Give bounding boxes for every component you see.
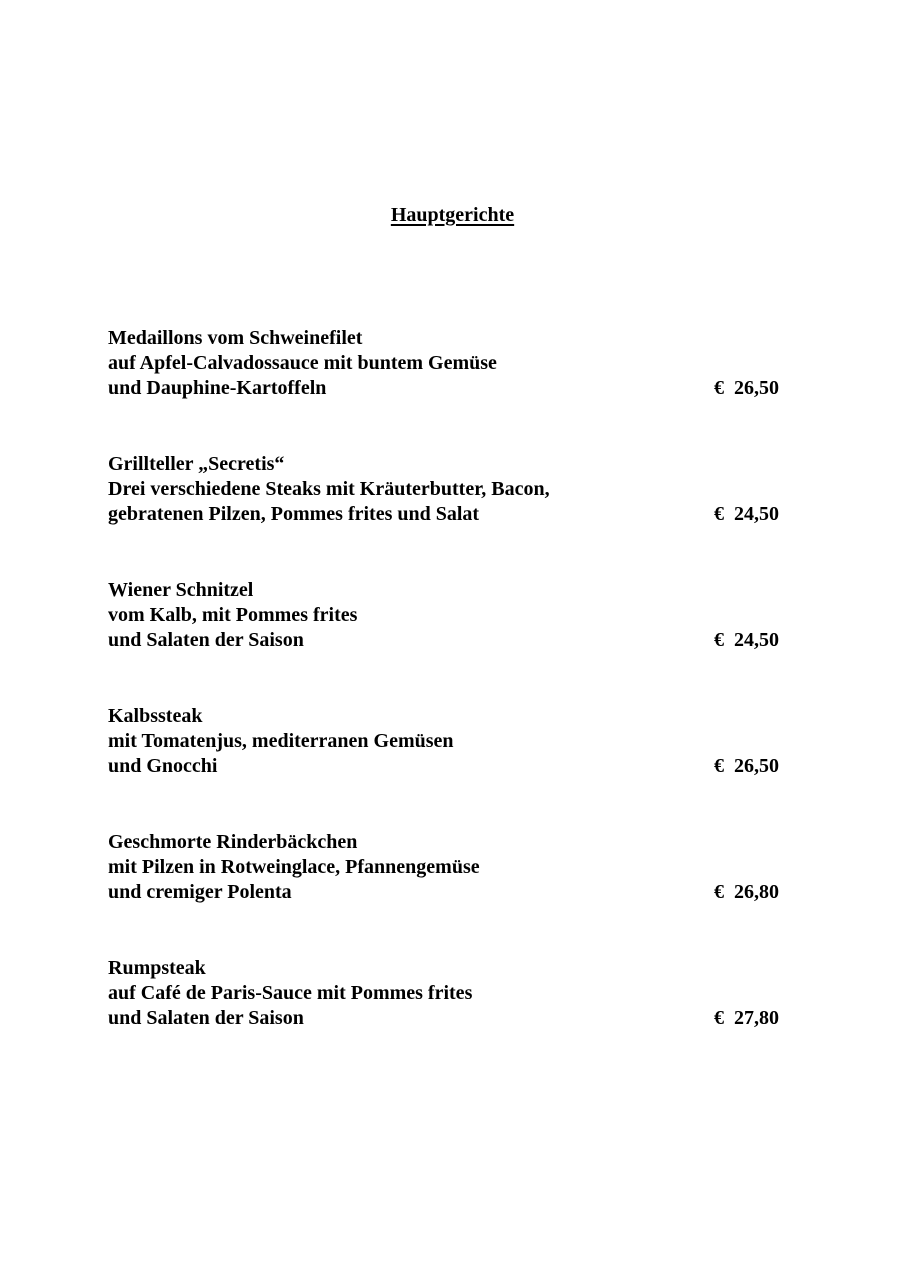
price-value: 26,50 (734, 755, 779, 777)
menu-item (108, 956, 788, 1082)
menu-item (108, 326, 788, 452)
menu-item-name: Rumpsteak (108, 957, 206, 979)
menu-item-description: und Gnocchi (108, 755, 218, 777)
menu-item-description: Drei verschiedene Steaks mit Kräuterbutter, Bacon, (108, 478, 550, 500)
menu-item (108, 578, 788, 704)
menu-item-description: und Dauphine-Kartoffeln (108, 377, 327, 399)
menu-item-text (108, 452, 788, 527)
currency-symbol: € (714, 503, 724, 525)
menu-item-description: auf Apfel-Calvadossauce mit buntem Gemüse (108, 352, 497, 374)
menu-item-text (108, 956, 788, 1031)
menu-item-price (714, 880, 779, 905)
menu-item-description: und Salaten der Saison (108, 1007, 304, 1029)
price-value: 24,50 (734, 503, 779, 525)
menu-item-description: mit Tomatenjus, mediterranen Gemüsen (108, 730, 454, 752)
menu-item-text (108, 830, 788, 905)
price-value: 27,80 (734, 1007, 779, 1029)
menu-item-name: Geschmorte Rinderbäckchen (108, 831, 358, 853)
menu-item-description: auf Café de Paris-Sauce mit Pommes frites (108, 982, 473, 1004)
menu-item-name: Wiener Schnitzel (108, 579, 254, 601)
currency-symbol: € (714, 881, 724, 903)
currency-symbol: € (714, 755, 724, 777)
menu-item-text (108, 578, 788, 653)
price-value: 26,80 (734, 881, 779, 903)
currency-symbol: € (714, 377, 724, 399)
menu-item-price (714, 628, 779, 653)
menu-item-description: mit Pilzen in Rotweinglace, Pfannengemüse (108, 856, 480, 878)
menu-item-text (108, 326, 788, 401)
menu-item (108, 830, 788, 956)
menu-item-name: Kalbssteak (108, 705, 203, 727)
menu-item-description: und Salaten der Saison (108, 629, 304, 651)
menu-item-description: gebratenen Pilzen, Pommes frites und Salat (108, 503, 480, 525)
menu-item-price (714, 376, 779, 401)
menu-item (108, 452, 788, 578)
menu-item-price (714, 1006, 779, 1031)
menu-item-price (714, 502, 779, 527)
currency-symbol: € (714, 629, 724, 651)
menu-item (108, 704, 788, 830)
price-value: 26,50 (734, 377, 779, 399)
menu-item-description: und cremiger Polenta (108, 881, 292, 903)
currency-symbol: € (714, 1007, 724, 1029)
price-value: 24,50 (734, 629, 779, 651)
page-title: Hauptgerichte (390, 204, 515, 226)
menu-item-price (714, 754, 779, 779)
menu-item-text (108, 704, 788, 779)
menu-list (108, 326, 788, 1082)
menu-item-name: Medaillons vom Schweinefilet (108, 327, 363, 349)
menu-item-name: Grillteller „Secretis“ (108, 453, 285, 475)
menu-item-description: vom Kalb, mit Pommes frites (108, 604, 358, 626)
